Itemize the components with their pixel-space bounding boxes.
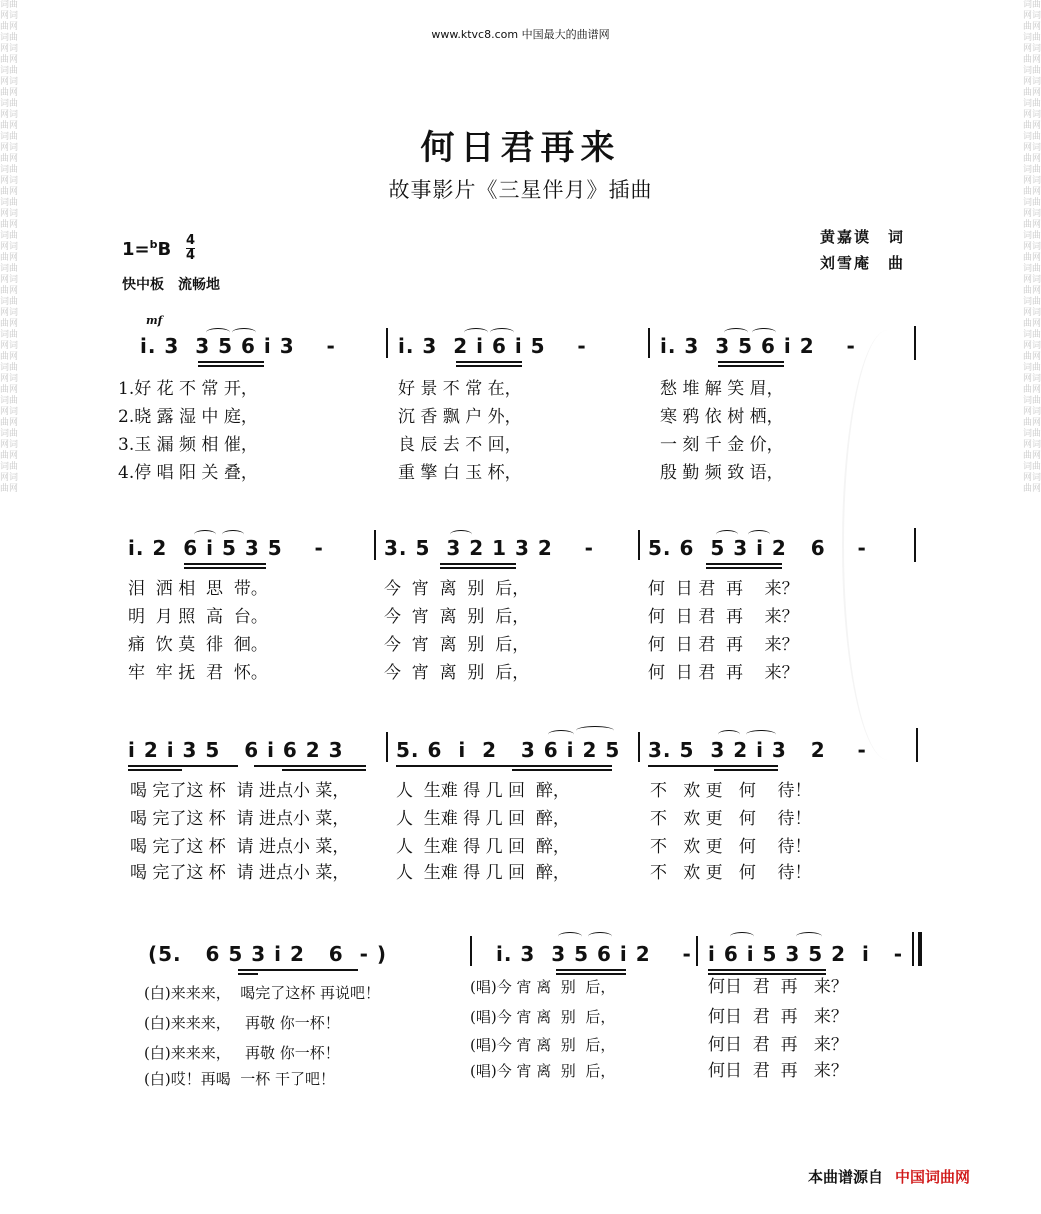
slur <box>724 328 748 337</box>
lyric-line: 4.停 唱 阳 关 叠， <box>118 463 258 483</box>
sixteenth-beam <box>198 365 264 367</box>
lyric-line: 愁 堆 解 笑 眉， <box>660 379 784 399</box>
dynamic-marking: mf <box>146 314 163 327</box>
slur <box>490 328 514 337</box>
slur <box>752 328 776 337</box>
lyric-line: 牢 牢 抚 君 怀。 <box>128 663 268 683</box>
notation-measure: i 2 i 3 5 6 i 6 2 3 <box>128 738 344 762</box>
eighth-beam <box>396 765 612 767</box>
notation-measure: i. 3 3 5 6 i 3 - <box>140 334 336 358</box>
eighth-beam <box>456 361 522 363</box>
song-title: 何日君再来 <box>420 128 621 168</box>
barline <box>648 328 650 358</box>
sixteenth-beam <box>456 365 522 367</box>
slur <box>588 932 612 941</box>
sixteenth-beam <box>238 973 258 975</box>
eighth-beam <box>128 765 238 767</box>
eighth-beam <box>556 969 626 971</box>
lyric-line: (白)来来来， 喝完了这杯 再说吧！ <box>144 984 381 1002</box>
lyric-line: 何日 君 再 来？ <box>708 1035 848 1055</box>
lyricist-credit: 黄嘉谟 词 <box>820 228 906 246</box>
barline <box>386 328 388 358</box>
slur <box>558 932 582 941</box>
eighth-beam <box>708 969 826 971</box>
lyric-line: 何 日 君 再 来？ <box>648 607 799 627</box>
barline <box>914 326 916 360</box>
slur <box>748 530 770 539</box>
slur <box>576 726 614 735</box>
slur <box>716 530 738 539</box>
lyric-line: 何日 君 再 来？ <box>708 977 848 997</box>
eighth-beam <box>198 361 264 363</box>
source-footer <box>808 1166 970 1187</box>
barline <box>916 728 918 762</box>
lyric-line: 不 欢 更 何 待！ <box>650 863 812 883</box>
barline <box>374 530 376 560</box>
lyric-line: 寒 鸦 依 树 栖， <box>660 407 784 427</box>
final-barline-thick <box>918 932 922 966</box>
sixteenth-beam <box>440 567 516 569</box>
slur <box>718 730 740 739</box>
lyric-line: 沉 香 飘 户 外， <box>398 407 522 427</box>
source-site-link[interactable]: 中国词曲网 <box>895 1168 971 1186</box>
slur <box>464 328 488 337</box>
notation-measure: 3. 5 3 2 1 3 2 - <box>384 536 594 560</box>
eighth-beam <box>706 563 782 565</box>
slur <box>796 932 822 941</box>
sixteenth-beam <box>184 567 266 569</box>
lyric-line: 喝 完了这 杯 请 进点小 菜， <box>130 809 350 829</box>
lyric-line: 喝 完了这 杯 请 进点小 菜， <box>130 837 350 857</box>
notation-measure: i. 2 6 i 5 3 5 - <box>128 536 324 560</box>
sixteenth-beam <box>714 769 778 771</box>
lyric-line: 一 刻 千 金 价， <box>660 435 784 455</box>
lyric-line: (唱)今 宵 离 别 后， <box>470 1036 616 1054</box>
eighth-beam <box>254 765 366 767</box>
barline <box>914 528 916 562</box>
eighth-beam <box>648 765 778 767</box>
notation-measure: 5. 6 5 3 i 2 6 - <box>648 536 867 560</box>
notation-measure: 5. 6 i 2 3 6 i 2 5 <box>396 738 621 762</box>
source-label: 本曲谱源自 <box>808 1168 884 1186</box>
lyric-line: 人 生难 得 几 回 醉， <box>396 863 570 883</box>
meter-top: 4 <box>186 233 196 248</box>
sixteenth-beam <box>556 973 626 975</box>
slur <box>206 328 230 337</box>
key-note: B <box>157 239 172 260</box>
barline <box>470 936 472 966</box>
eighth-beam <box>718 361 784 363</box>
song-subtitle: 故事影片《三星伴月》插曲 <box>388 178 653 202</box>
slur <box>194 530 216 539</box>
lyric-line: 今 宵 离 别 后， <box>384 663 530 683</box>
lyric-line: 2.晓 露 湿 中 庭， <box>118 407 258 427</box>
eighth-beam <box>184 563 266 565</box>
notation-measure: 3. 5 3 2 i 3 2 - <box>648 738 867 762</box>
slur <box>222 530 244 539</box>
lyric-line: (唱)今 宵 离 别 后， <box>470 1062 616 1080</box>
lyric-line: 今 宵 离 别 后， <box>384 579 530 599</box>
lyric-line: (白)来来来， 再敬 你一杯！ <box>144 1014 340 1032</box>
lyric-line: 良 辰 去 不 回， <box>398 435 522 455</box>
lyric-line: 1.好 花 不 常 开， <box>118 379 258 399</box>
lyric-line: 殷 勤 频 致 语， <box>660 463 784 483</box>
key-prefix: 1= <box>122 239 150 260</box>
eighth-beam <box>440 563 516 565</box>
notation-measure: i. 3 3 5 6 i 2 - <box>496 942 692 966</box>
lyric-line: 痛 饮 莫 徘 徊。 <box>128 635 268 655</box>
final-barline-thin <box>912 932 914 966</box>
sixteenth-beam <box>282 769 366 771</box>
lyric-line: 何 日 君 再 来？ <box>648 663 799 683</box>
lyric-line: 今 宵 离 别 后， <box>384 635 530 655</box>
side-watermark-right: 词曲网词曲网词曲网词曲网词曲网词曲网词曲网词曲网词曲网词曲网词曲网词曲网词曲网词曲网词曲网词曲网词曲网词曲网词曲网词曲网词曲网词曲网词曲网词曲网词曲网词曲网词曲网词曲网词曲网词曲网 <box>1023 0 1041 494</box>
sixteenth-beam <box>718 365 784 367</box>
composer-credit: 刘雪庵 曲 <box>820 254 906 272</box>
notation-measure: i. 3 2 i 6 i 5 - <box>398 334 587 358</box>
barline <box>696 936 698 966</box>
eighth-beam <box>238 969 358 971</box>
lyric-line: 喝 完了这 杯 请 进点小 菜， <box>130 863 350 883</box>
notation-measure: i 6 i 5 3 5 2 i - <box>708 942 904 966</box>
time-signature <box>186 234 195 263</box>
lyric-line: 何 日 君 再 来？ <box>648 579 799 599</box>
lyric-line: 人 生难 得 几 回 醉， <box>396 781 570 801</box>
barline <box>638 530 640 560</box>
key-signature <box>122 238 171 260</box>
notation-measure: (5. 6 5 3 i 2 6 - ) <box>148 942 388 966</box>
sixteenth-beam <box>512 769 612 771</box>
lyric-line: (唱)今 宵 离 别 后， <box>470 978 616 996</box>
lyric-line: 人 生难 得 几 回 醉， <box>396 809 570 829</box>
lyric-line: 泪 洒 相 思 带。 <box>128 579 268 599</box>
lyric-line: 喝 完了这 杯 请 进点小 菜， <box>130 781 350 801</box>
notation-measure: i. 3 3 5 6 i 2 - <box>660 334 856 358</box>
lyric-line: 重 擎 白 玉 杯， <box>398 463 522 483</box>
lyric-line: 3.玉 漏 频 相 催， <box>118 435 258 455</box>
barline <box>638 732 640 762</box>
lyric-line: 不 欢 更 何 待！ <box>650 781 812 801</box>
lyric-line: (白)哎！再喝 一杯 干了吧！ <box>144 1070 336 1088</box>
lyric-line: 不 欢 更 何 待！ <box>650 809 812 829</box>
lyric-line: 今 宵 离 别 后， <box>384 607 530 627</box>
meter-bottom: 4 <box>186 248 196 263</box>
lyric-line: (白)来来来， 再敬 你一杯！ <box>144 1044 340 1062</box>
barline <box>386 732 388 762</box>
lyric-line: (唱)今 宵 离 别 后， <box>470 1008 616 1026</box>
lyric-line: 不 欢 更 何 待！ <box>650 837 812 857</box>
slur <box>548 730 574 739</box>
lyric-line: 何 日 君 再 来？ <box>648 635 799 655</box>
sixteenth-beam <box>128 769 182 771</box>
slur <box>450 530 472 539</box>
lyric-line: 何日 君 再 来？ <box>708 1007 848 1027</box>
slur <box>746 730 776 739</box>
site-header: www.ktvc8.com 中国最大的曲谱网 <box>431 28 610 41</box>
sixteenth-beam <box>706 567 782 569</box>
side-watermark-left: 词曲网词曲网词曲网词曲网词曲网词曲网词曲网词曲网词曲网词曲网词曲网词曲网词曲网词曲网词曲网词曲网词曲网词曲网词曲网词曲网词曲网词曲网词曲网词曲网词曲网词曲网词曲网词曲网词曲网词曲网 <box>0 0 18 494</box>
lyric-line: 好 景 不 常 在， <box>398 379 522 399</box>
tempo-marking: 快中板 流畅地 <box>122 277 220 293</box>
lyric-line: 人 生难 得 几 回 醉， <box>396 837 570 857</box>
lyric-line: 何日 君 再 来？ <box>708 1061 848 1081</box>
lyric-line: 明 月 照 高 台。 <box>128 607 268 627</box>
flat-sign: b <box>149 238 158 251</box>
slur <box>232 328 256 337</box>
slur <box>730 932 754 941</box>
